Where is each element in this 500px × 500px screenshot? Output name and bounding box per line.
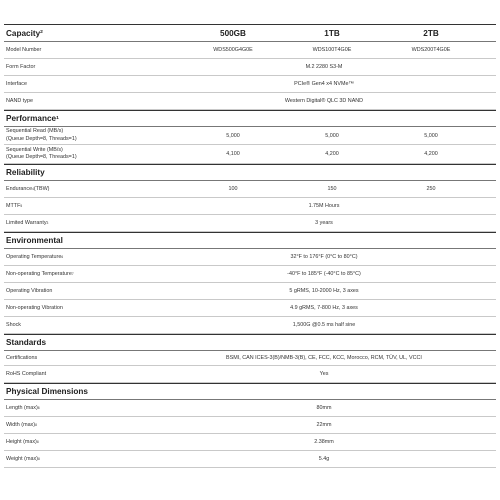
spec-row-limited-warranty (4, 215, 496, 232)
spec-value-all: 3 years (315, 220, 333, 226)
spec-value-all: Yes (319, 371, 329, 377)
spec-label: Interface (6, 81, 27, 87)
spec-label: Limited Warranty 3 (6, 220, 49, 226)
spec-row-endurance (4, 181, 496, 198)
spec-row-certifications (4, 351, 496, 366)
spec-row-operating-vibration (4, 283, 496, 300)
spec-row-sequential-write (4, 145, 496, 164)
section-performance-header (4, 110, 496, 127)
spec-row-height (4, 434, 496, 451)
spec-label: Operating Vibration (6, 288, 53, 294)
spec-label: Form Factor (6, 64, 36, 70)
spec-label: Non-operating Vibration (6, 305, 63, 311)
spec-label: Height (max) 8 (6, 439, 39, 445)
spec-value-all: PCIe® Gen4 x4 NVMe™ (294, 81, 354, 87)
spec-row-interface (4, 76, 496, 93)
section-title-physical-dimensions: Physical Dimensions (6, 387, 88, 396)
spec-value-500gb: WDS500G4G0E (213, 47, 253, 53)
spec-row-nand-type (4, 93, 496, 110)
spec-value-all: 22mm (316, 422, 332, 428)
spec-value-1tb: WDS100T4G0E (312, 47, 352, 53)
spec-row-rohs-compliant (4, 366, 496, 383)
spec-value-1tb: 5,000 (325, 132, 339, 139)
spec-label: Operating Temperature 6 (6, 254, 64, 260)
spec-value-all: 5 gRMS, 10-2000 Hz, 3 axes (289, 288, 359, 294)
spec-value-2tb: 4,200 (424, 151, 438, 157)
spec-label: Width (max) 8 (6, 422, 37, 428)
spec-row-sequential-read (4, 127, 496, 145)
spec-row-width (4, 417, 496, 434)
spec-value-all: 1,500G @0.5 ms half sine (292, 322, 356, 328)
section-environmental-header (4, 232, 496, 249)
spec-label: Certifications (6, 355, 38, 361)
column-header-1tb: 1TB (324, 28, 340, 38)
column-header-500gb: 500GB (220, 28, 246, 38)
spec-value-all: Western Digital® QLC 3D NAND (284, 98, 364, 104)
section-title-environmental: Environmental (6, 236, 63, 245)
section-title-reliability: Reliability (6, 168, 45, 177)
column-header-2tb: 2TB (423, 28, 439, 38)
spec-value-all: 2.38mm (314, 439, 334, 445)
spec-value-2tb: 250 (426, 186, 436, 192)
spec-value-1tb: 150 (327, 186, 337, 192)
spec-value-500gb: 100 (228, 186, 238, 192)
spec-row-weight (4, 451, 496, 468)
spec-label: Length (max) 8 (6, 405, 40, 411)
spec-value-all: 4.9 gRMS, 7-800 Hz, 3 axes (290, 305, 358, 311)
spec-value-2tb: WDS200T4G0E (411, 47, 451, 53)
spec-value-2tb: 5,000 (424, 132, 438, 139)
spec-value-all: 32°F to 176°F (0°C to 80°C) (290, 254, 358, 260)
spec-value-500gb: 4,100 (226, 151, 240, 157)
section-physical-dimensions-header (4, 383, 496, 400)
spec-row-mttf (4, 198, 496, 215)
spec-label: RoHS Compliant (6, 371, 47, 377)
spec-row-non-operating-temperature (4, 266, 496, 283)
spec-value-all: 80mm (316, 405, 332, 411)
spec-label: Weight (max) 8 (6, 456, 40, 462)
spec-label: Endurance 4 (TBW) (6, 186, 50, 192)
spec-label: Model Number (6, 47, 42, 53)
spec-row-shock (4, 317, 496, 334)
section-standards-header (4, 334, 496, 351)
spec-value-all: BSMI, CAN ICES-3(B)/NMB-3(B), CE, FCC, KCC, Morocco, RCM, TÜV, UL, VCCI (226, 355, 422, 361)
section-capacity-header (4, 24, 496, 42)
spec-label: Shock (6, 322, 21, 328)
spec-row-non-operating-vibration (4, 300, 496, 317)
spec-label: Sequential Read (MB/s) (Queue Depth=8, Threads=1) (6, 128, 77, 142)
spec-label: MTTF 5 (6, 203, 23, 209)
section-title-performance: Performance 1 (6, 114, 59, 123)
spec-value-all: 1.75M Hours (308, 203, 340, 209)
spec-value-500gb: 5,000 (226, 132, 240, 139)
section-reliability-header (4, 164, 496, 181)
spec-value-all: 5.4g (318, 456, 330, 462)
spec-row-operating-temperature (4, 249, 496, 266)
spec-row-model-number (4, 42, 496, 59)
spec-label: Sequential Write (MB/s) (Queue Depth=8, Threads=1) (6, 146, 77, 160)
spec-row-form-factor (4, 59, 496, 76)
spec-value-all: -40°F to 185°F (-40°C to 85°C) (287, 271, 361, 277)
section-title-capacity: Capacity 2 (6, 28, 43, 38)
spec-label: Non-operating Temperature 7 (6, 271, 74, 277)
spec-value-all: M.2 2280 S3-M (305, 64, 343, 70)
section-title-standards: Standards (6, 338, 47, 347)
spec-value-1tb: 4,200 (325, 151, 339, 157)
spec-row-length (4, 400, 496, 417)
spec-label: NAND type (6, 98, 33, 104)
